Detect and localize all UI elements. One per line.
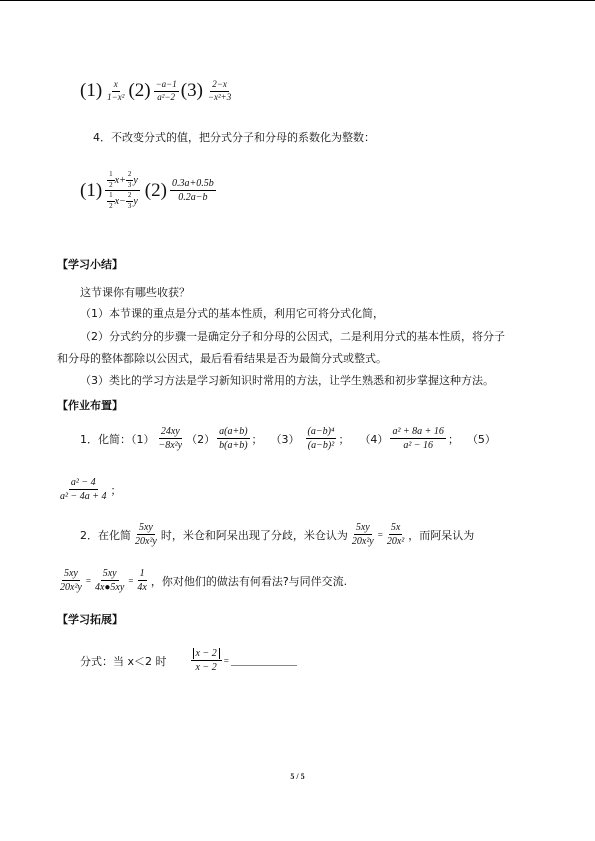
fraction: $\frac{x - 2}{x - 2}$ [191, 648, 222, 673]
fraction: $\frac{1}{4x}$ [137, 568, 147, 593]
answer-blank[interactable] [231, 655, 297, 666]
fraction: $\frac{5xy}{\text{20x²y}}$ [60, 568, 82, 593]
summary-paragraph: （3）类比的学习方法是学习新知识时常用的方法，让学生熟悉和初步掌握这种方法。 [80, 374, 494, 387]
summary-paragraph: （2）分式约分的步骤一是确定分子和分母的公因式，二是利用分式的基本性质，将分子 [80, 330, 505, 343]
extension-row: 分式：当 x＜2 时 $\frac{x - 2}{x - 2}$ = [80, 648, 297, 673]
fraction: $\frac{\text{a² − 4}}{\text{a² − 4a + 4}}$ [60, 477, 107, 502]
homework-q2-row: 2．在化简 $\frac{5xy}{\text{20x²y}}$ 时，米仓和阿呆出现了分歧，米仓认为 $\frac{5xy}{\text{20x²y}}$ = $\frac{5x}{\text{20x²}}$ ，而阿呆认为 [80, 522, 475, 547]
absolute-value: x − 2 [193, 648, 220, 659]
item-number: (1) [80, 80, 103, 102]
fraction: $\frac{\text{a² + 8a + 16}}{\text{a² − 16}}$ [392, 426, 444, 451]
homework-q1-continued: $\frac{\text{a² − 4}}{\text{a² − 4a + 4}}$ ； [60, 477, 122, 502]
exercise-3-row [80, 80, 235, 103]
summary-paragraph: 这节课你有哪些收获？ [80, 286, 190, 299]
fraction: $\frac{a(a+b)}{b(a+b)}$ [219, 426, 248, 451]
fraction: $\frac{2-x}{\text{−x²+3}}$ [207, 79, 232, 102]
item-number: (1) [80, 179, 103, 201]
fraction: $\frac{x}{\text{1−x²}}$ [107, 79, 125, 102]
fraction: $\frac{24xy}{\text{−8x²y}}$ [158, 426, 183, 451]
fraction: $\frac{5xy}{\text{20x²y}}$ [135, 522, 157, 547]
exercise-4-row [80, 171, 218, 211]
page-top-border [0, 0, 595, 1]
fraction: $\frac{0.3a+0.5b}{0.2a-b}$ [171, 178, 214, 204]
fraction: $\frac{5xy}{4x●5xy}$ [94, 568, 125, 593]
summary-paragraph: 和分母的整体都除以公因式，最后看看结果是否为最简分式或整式。 [57, 352, 387, 365]
homework-q2-continued: $\frac{5xy}{\text{20x²y}}$ = $\frac{5xy}{4x●5xy}$ = $\frac{1}{4x}$ ，你对他们的做法有何看法?与同伴交流. [60, 568, 348, 593]
fraction: $\frac{5x}{\text{20x²}}$ [386, 522, 405, 547]
fraction: $\frac{\text{(a−b)⁴}}{\text{(a−b)²}}$ [307, 426, 335, 451]
exercise-4-prompt: 4．不改变分式的值，把分式分子和分母的系数化为整数： [93, 131, 375, 144]
summary-paragraph: （1）本节课的重点是分式的基本性质，利用它可将分式化简， [80, 307, 384, 320]
fraction: $\frac{5xy}{\text{20x²y}}$ [351, 522, 374, 547]
item-number: (2) [144, 179, 167, 201]
page-number: 5 / 5 [290, 772, 305, 781]
item-number: (2) [128, 80, 151, 102]
fraction: $\frac{-a-1}{\text{a²−2}}$ [155, 79, 177, 102]
complex-fraction: $\frac{1}{2}$ x+ $\frac{2}{3}$ y $\frac{1}{2}$ x− $\frac{2}{3}$ y [105, 171, 140, 211]
item-number: (3) [180, 80, 203, 102]
homework-q1-row: 1．化简：（1） $\frac{24xy}{\text{−8x²y}}$ （2） $\frac{a(a+b)}{b(a+b)}$ ； （3） $\frac{\text{(a−b)⁴}}{\text{(a−b)²}}$ ； （4） $\frac{\text{a² + 8a + 16}}{\text{a² − 16}}$ ； （5） [80, 426, 496, 451]
summary-heading: 【学习小结】 [57, 258, 123, 271]
extension-heading: 【学习拓展】 [57, 613, 123, 626]
homework-heading: 【作业布置】 [57, 399, 123, 412]
